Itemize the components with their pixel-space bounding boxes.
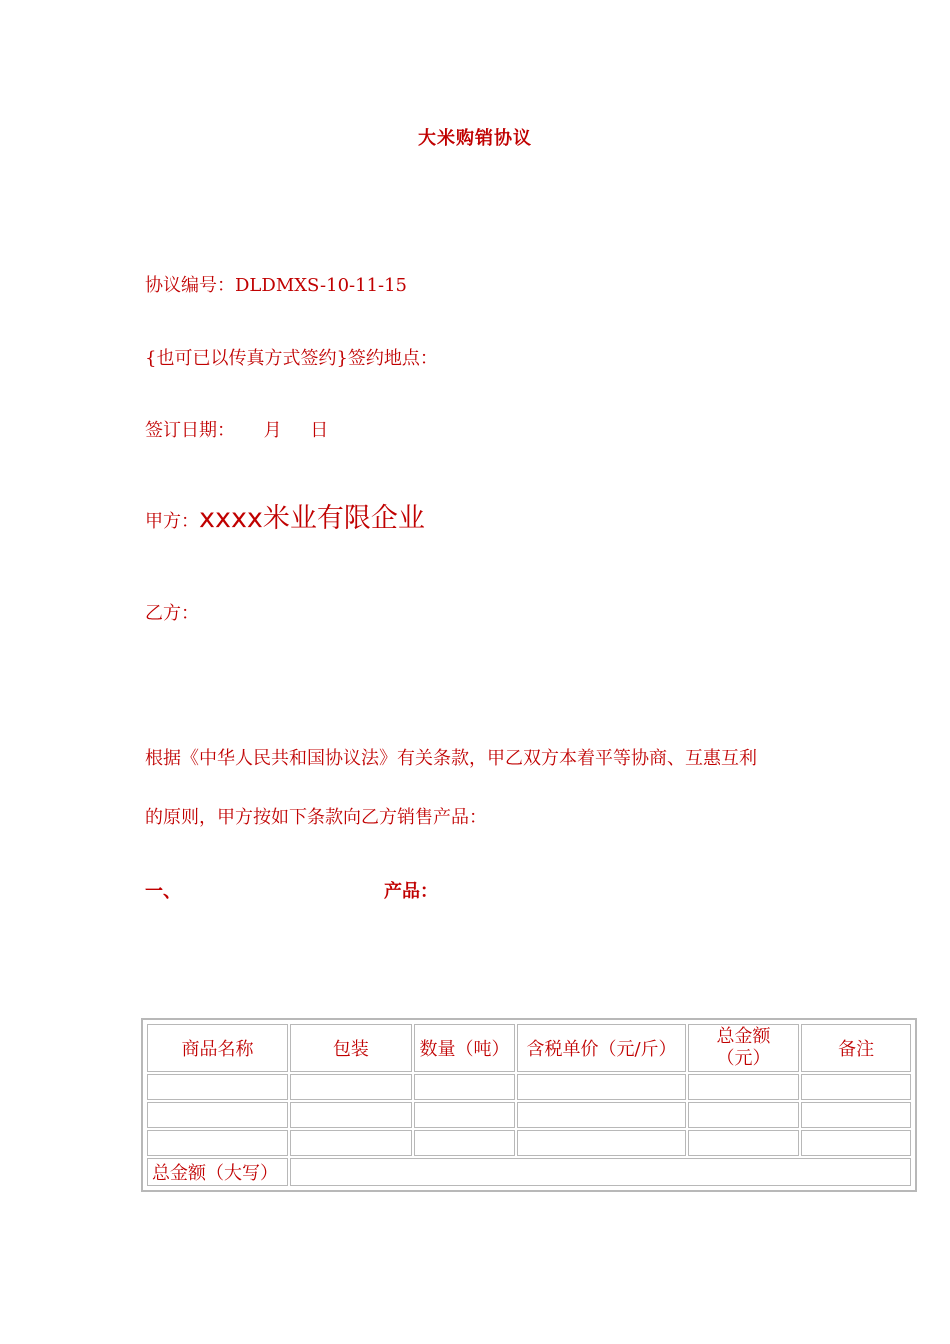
table-row <box>147 1074 911 1100</box>
header-total-line-1: 总金额 <box>716 1026 771 1047</box>
section-one-title: 产品： <box>384 881 438 902</box>
table-cell[interactable] <box>290 1130 412 1156</box>
header-total-amount <box>688 1024 800 1072</box>
header-remark: 备注 <box>801 1024 911 1072</box>
header-quantity: 数量（吨） <box>414 1024 515 1072</box>
header-package: 包装 <box>290 1024 412 1072</box>
product-table <box>145 1022 913 1188</box>
sign-date: 签订日期： 月 日 <box>145 420 329 441</box>
product-table-frame <box>141 1018 917 1192</box>
header-unit-price: 含税单价（元/斤） <box>517 1024 685 1072</box>
table-cell[interactable] <box>517 1074 685 1100</box>
table-cell[interactable] <box>801 1130 911 1156</box>
table-row <box>147 1130 911 1156</box>
table-cell[interactable] <box>290 1102 412 1128</box>
agreement-number: 协议编号：DLDMXS-10-11-15 <box>145 275 408 296</box>
table-cell[interactable] <box>688 1130 800 1156</box>
total-amount-value[interactable] <box>290 1158 911 1186</box>
table-cell[interactable] <box>147 1074 288 1100</box>
intro-line-2: 的原则，甲方按如下条款向乙方销售产品： <box>145 807 487 828</box>
document-title: 大米购销协议 <box>418 128 532 149</box>
table-cell[interactable] <box>147 1102 288 1128</box>
sign-place: {也可已以传真方式签约}签约地点： <box>145 348 438 369</box>
table-header-row <box>147 1024 911 1072</box>
table-cell[interactable] <box>290 1074 412 1100</box>
header-total-line-2: （元） <box>716 1048 771 1069</box>
table-cell[interactable] <box>688 1074 800 1100</box>
table-cell[interactable] <box>517 1130 685 1156</box>
table-cell[interactable] <box>414 1074 515 1100</box>
table-total-row <box>147 1158 911 1186</box>
table-cell[interactable] <box>688 1102 800 1128</box>
party-b: 乙方： <box>145 603 199 624</box>
table-cell[interactable] <box>414 1102 515 1128</box>
party-a-label: 甲方： <box>145 511 199 532</box>
table-row <box>147 1102 911 1128</box>
table-cell[interactable] <box>517 1102 685 1128</box>
total-amount-label: 总金额（大写） <box>147 1158 288 1186</box>
table-cell[interactable] <box>801 1074 911 1100</box>
intro-line-1: 根据《中华人民共和国协议法》有关条款，甲乙双方本着平等协商、互惠互利 <box>145 748 757 769</box>
party-a <box>145 496 425 535</box>
party-a-name: xxxx米业有限企业 <box>199 503 425 534</box>
table-cell[interactable] <box>414 1130 515 1156</box>
section-one-number: 一、 <box>145 881 181 902</box>
table-cell[interactable] <box>801 1102 911 1128</box>
table-cell[interactable] <box>147 1130 288 1156</box>
header-product-name: 商品名称 <box>147 1024 288 1072</box>
